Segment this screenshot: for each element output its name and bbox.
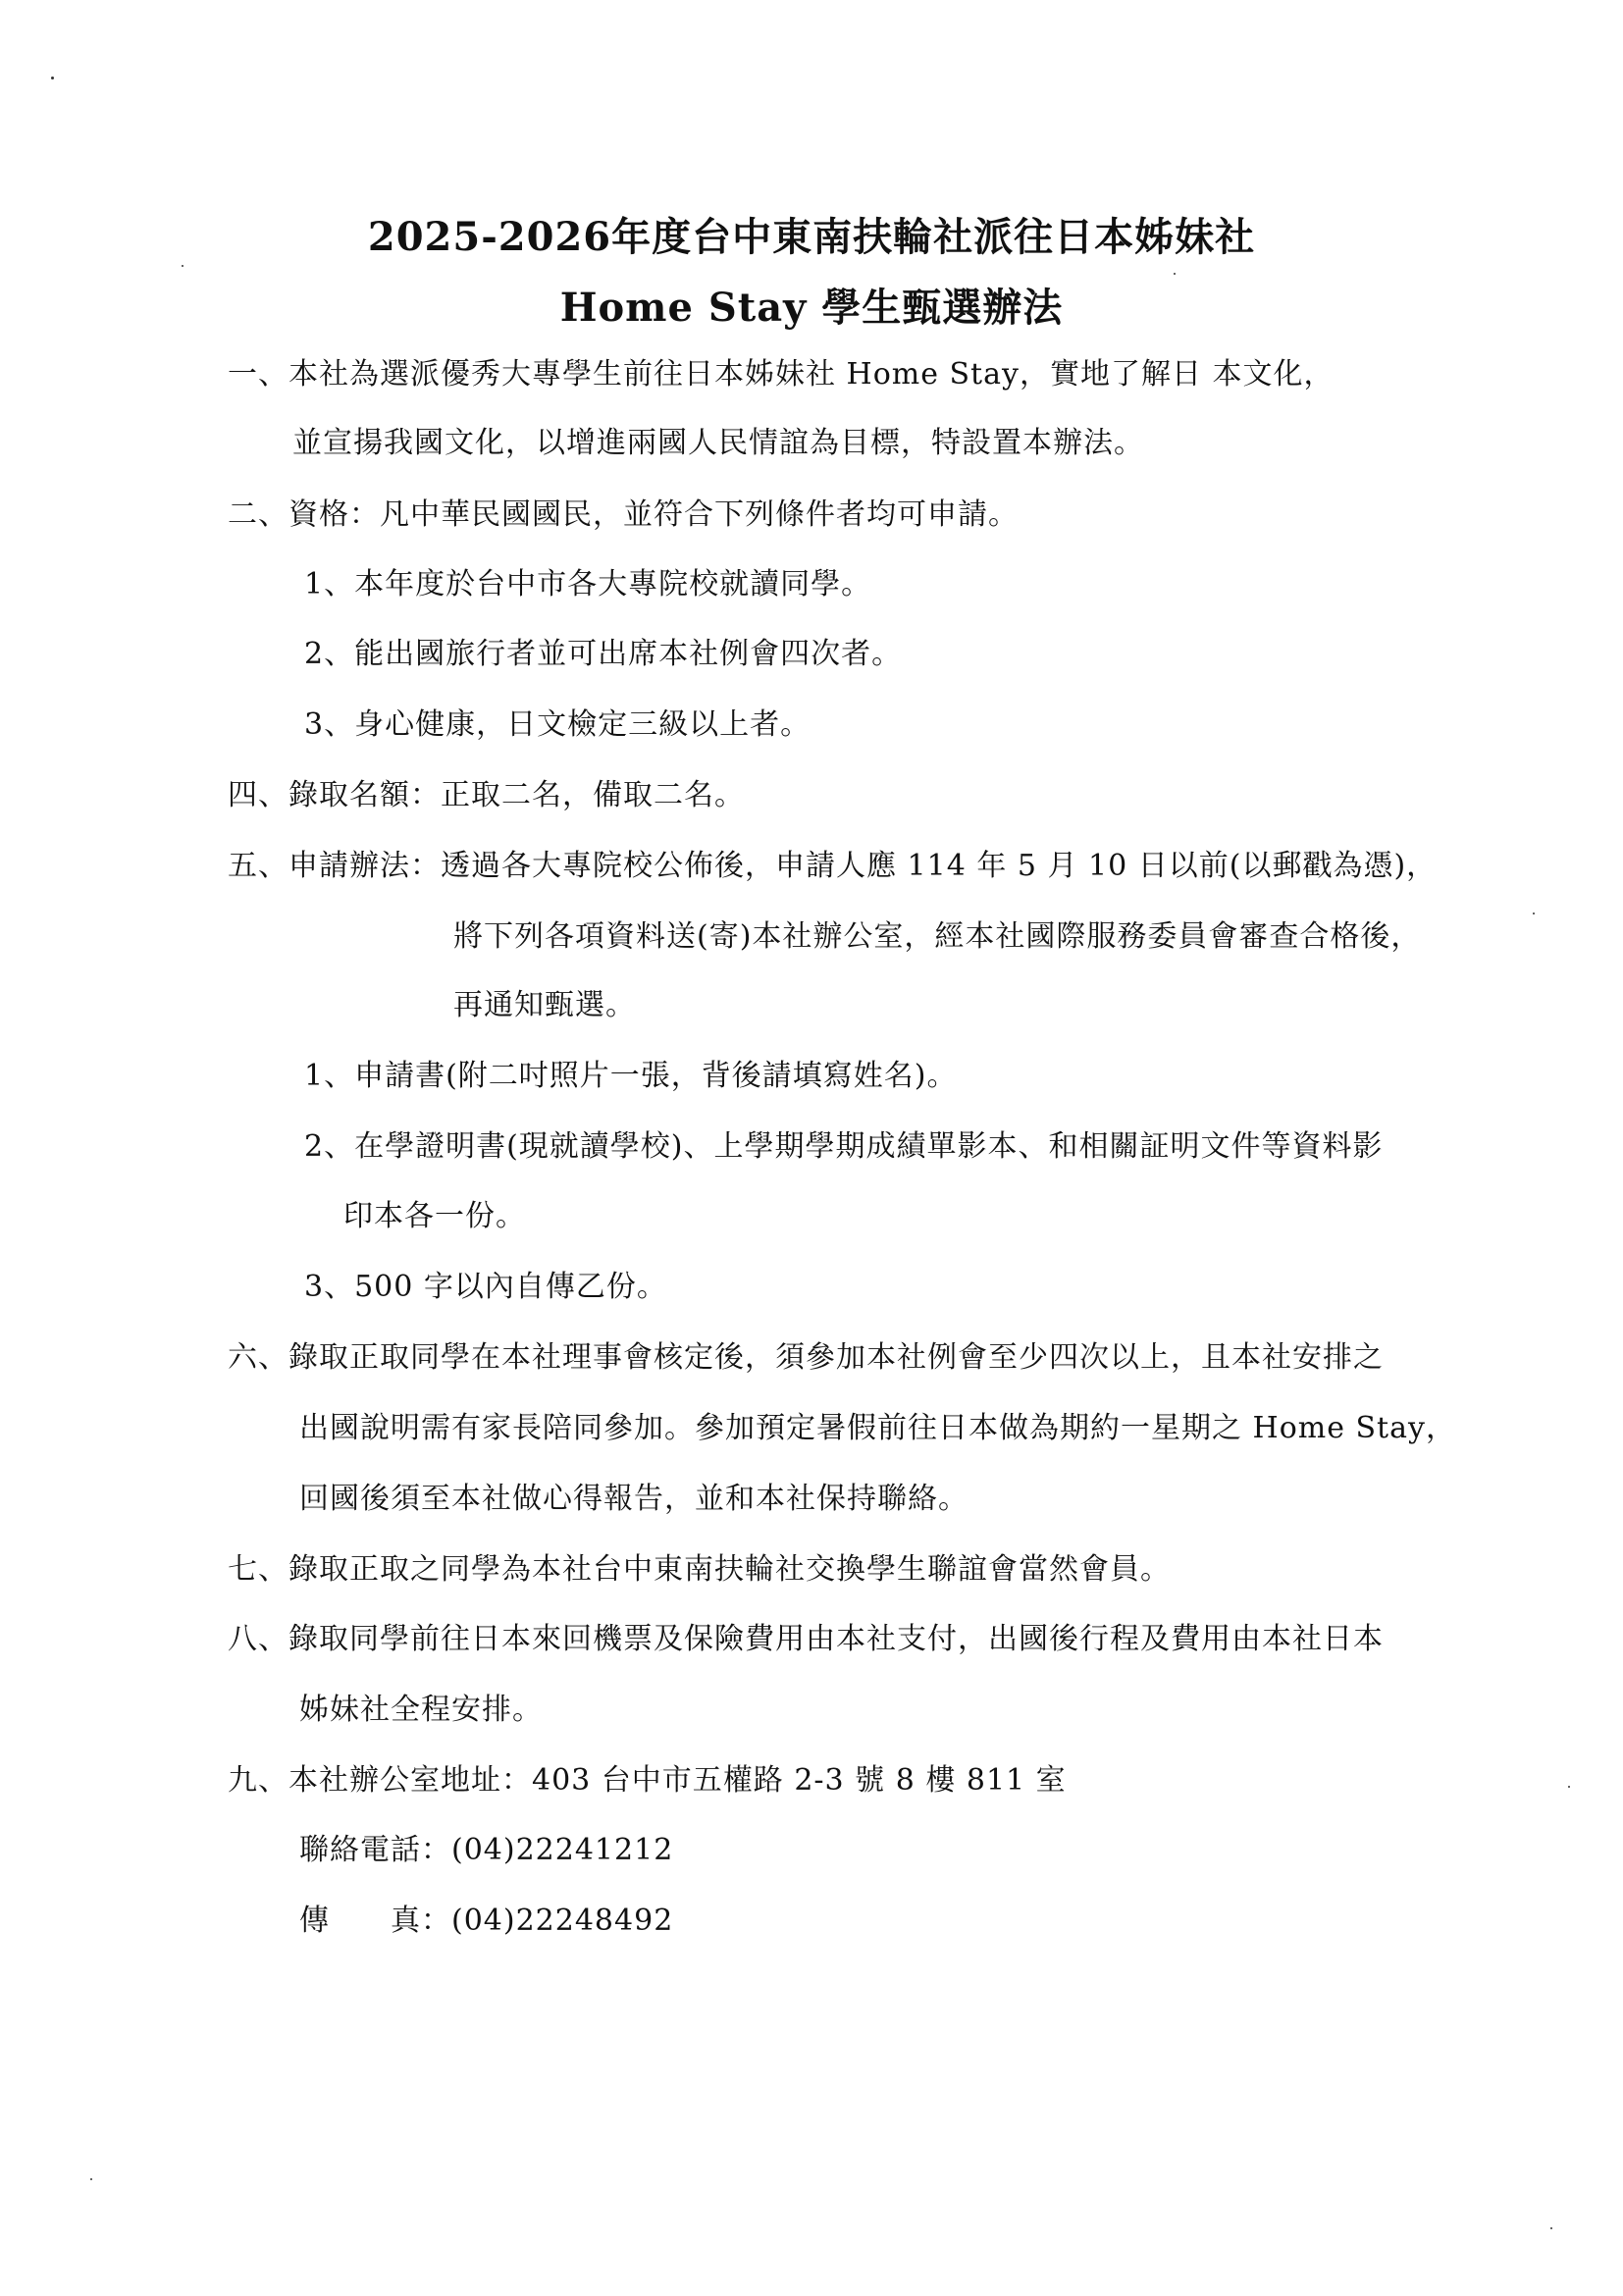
clause-2-heading: 二、資格：凡中華民國國民，並符合下列條件者均可申請。 (228, 497, 1019, 532)
clause-5-line1: 五、申請辦法：透過各大專院校公佈後，申請人應 114 年 5 月 10 日以前(以郵戳為憑)， (228, 849, 1438, 883)
clause-5-line2: 將下列各項資料送(寄)本社辦公室，經本社國際服務委員會審查合格後， (453, 919, 1422, 954)
clause-8-line1: 八、錄取同學前往日本來回機票及保險費用由本社支付，出國後行程及費用由本社日本 (228, 1622, 1384, 1656)
clause-2-item-1: 1、本年度於台中市各大專院校就讀同學。 (304, 567, 872, 601)
clause-2-item-2: 2、能出國旅行者並可出席本社例會四次者。 (304, 637, 903, 671)
clause-5-line3: 再通知甄選。 (453, 988, 636, 1022)
clause-5-item-2-line1: 2、在學證明書(現就讀學校)、上學期學期成績單影本、和相關証明文件等資料影 (304, 1129, 1384, 1164)
clause-5-item-2-line2: 印本各一份。 (343, 1199, 526, 1233)
document-title-line1: 2025-2026年度台中東南扶輪社派往日本姊妹社 (367, 214, 1256, 260)
scan-speck (1568, 1786, 1570, 1788)
clause-2-item-3: 3、身心健康，日文檢定三級以上者。 (304, 707, 812, 742)
clause-8-line2: 姊妹社全程安排。 (299, 1693, 543, 1727)
clause-6-line3: 回國後須至本社做心得報告，並和本社保持聯絡。 (299, 1482, 969, 1516)
clause-9-phone: 聯絡電話：(04)22241212 (299, 1833, 674, 1867)
clause-9-address: 九、本社辦公室地址：403 台中市五權路 2-3 號 8 樓 811 室 (228, 1763, 1067, 1798)
clause-5-item-1: 1、申請書(附二吋照片一張，背後請填寫姓名)。 (304, 1059, 958, 1093)
clause-5-item-3: 3、500 字以內自傳乙份。 (304, 1270, 667, 1304)
scan-speck (1550, 2227, 1552, 2229)
clause-6-line1: 六、錄取正取同學在本社理事會核定後，須參加本社例會至少四次以上，且本社安排之 (228, 1340, 1384, 1375)
scan-speck (51, 77, 54, 79)
clause-9-fax: 傳 真：(04)22248492 (299, 1904, 674, 1938)
document-title-line2: Home Stay 學生甄選辦法 (559, 285, 1064, 331)
scan-speck (182, 265, 183, 267)
scan-speck (90, 2178, 92, 2180)
clause-7: 七、錄取正取之同學為本社台中東南扶輪社交換學生聯誼會當然會員。 (228, 1552, 1171, 1587)
scan-speck (1533, 913, 1535, 914)
clause-6-line2: 出國說明需有家長陪同參加。參加預定暑假前往日本做為期約一星期之 Home Stay， (299, 1411, 1456, 1445)
clause-1-line2: 並宣揚我國文化，以增進兩國人民情誼為目標，特設置本辦法。 (292, 426, 1144, 460)
clause-4: 四、錄取名額：正取二名，備取二名。 (228, 778, 745, 812)
clause-1-line1: 一、本社為選派優秀大專學生前往日本姊妹社 Home Stay，實地了解日 本文化， (228, 357, 1335, 391)
scan-speck (1174, 273, 1176, 275)
